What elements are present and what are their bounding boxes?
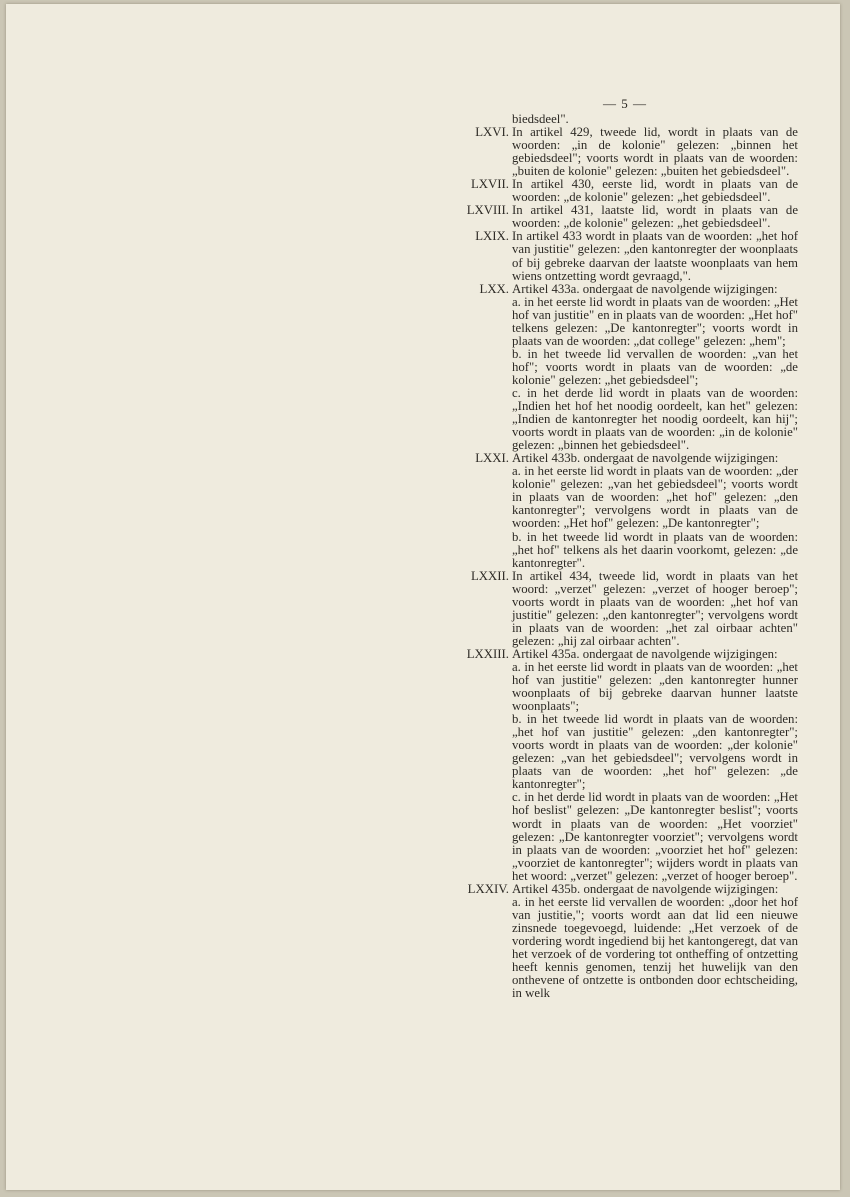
entries-container (452, 126, 798, 1000)
entry-subclause: b. in het tweede lid wordt in plaats van de woorden: „het hof" telkens als het daarin voorkomt, gelezen: „de kantonregter". (512, 529, 798, 570)
entry-subclause: a. in het eerste lid wordt in plaats van de woorden: „Het hof van justitie" en in plaats van de woorden: „Het hof" telkens gelezen: „De kantonregter"; voorts wordt in plaats van de woorden: „dat college" gelezen: „hem"; (512, 294, 798, 348)
article-entry (452, 570, 798, 648)
entry-subclause: a. in het eerste lid wordt in plaats van de woorden: „het hof van justitie" gelezen: „den kantonregter hunner woonplaats of bij gebreke daarvan hunner laatste woonplaats"; (512, 659, 798, 714)
page-number: — 5 — (603, 96, 647, 111)
article-entry (452, 230, 798, 282)
article-entry (452, 126, 798, 178)
entry-label: LXVI. (475, 125, 509, 140)
entry-label: LXVIII. (466, 203, 509, 218)
article-list (452, 113, 798, 1000)
entry-text: In artikel 429, tweede lid, wordt in plaats van de woorden: „in de kolonie" gelezen: „binnen het gebiedsdeel"; voorts wordt in plaats van de woorden: „buiten de kolonie" gelezen: „buiten het gebiedsdeel". (512, 125, 798, 179)
entry-subclause: b. in het tweede lid wordt in plaats van de woorden: „het hof van justitie" gelezen: „den kantonregter"; voorts wordt in plaats van de woorden: „der kolonie" gelezen: „van het gebiedsdeel"; vervolgens wordt in plaats van de woorden: „het hof" gelezen: „de kantonregter"; (512, 712, 798, 792)
entry-label: LXXIV. (467, 881, 509, 896)
document-page (6, 4, 840, 1190)
article-entry (452, 178, 798, 204)
entry-text: In artikel 433 wordt in plaats van de woorden: „het hof van justitie" gelezen: „den kantonregter der woonplaats of bij gebreke daarvan der laatste woonplaats van hem wiens ontzetting wordt gevraagd,". (512, 229, 798, 283)
entry-text: In artikel 431, laatste lid, wordt in plaats van de woorden: „de kolonie" gelezen: „het gebiedsdeel". (512, 203, 798, 231)
entry-text: Artikel 435b. ondergaat de navolgende wijzigingen: (512, 881, 779, 896)
entry-text: In artikel 430, eerste lid, wordt in plaats van de woorden: „de kolonie" gelezen: „het gebiedsdeel". (512, 177, 798, 205)
entry-label: LXXI. (475, 451, 509, 466)
entry-label: LXX. (479, 281, 509, 296)
article-entry (452, 283, 798, 453)
entry-label: LXVII. (470, 177, 509, 192)
article-entry (452, 452, 798, 569)
article-entry (452, 883, 798, 1000)
entry-label: LXXIII. (466, 646, 509, 661)
entry-subclause: c. in het derde lid wordt in plaats van de woorden: „Indien het hof het noodig oordeelt, kan het" gelezen: „Indien de kantonregter het noodig oordeelt, kan hij"; voorts wordt in plaats van de woorden: „in de kolonie" gelezen: „binnen het gebiedsdeel". (512, 385, 798, 453)
article-entry (452, 204, 798, 230)
continuation-text: biedsdeel". (512, 112, 569, 126)
entry-text: In artikel 434, tweede lid, wordt in plaats van het woord: „verzet" gelezen: „verzet of hooger beroep"; voorts wordt in plaats van de woorden: „het hof van justitie" gelezen: „den kantonregter"; vervolgens wordt in plaats van de woorden: „het zal oirbaar achten" gelezen: „hij zal oirbaar achten". (512, 568, 798, 648)
entry-subclause: b. in het tweede lid vervallen de woorden: „van het hof"; voorts wordt in plaats van de woorden: „de kolonie" gelezen: „het gebiedsdeel"; (512, 346, 798, 387)
entry-subclause: a. in het eerste lid wordt in plaats van de woorden: „der kolonie" gelezen: „van het gebiedsdeel"; voorts wordt in plaats van de woorden: „het hof" gelezen: „den kantonregter"; vervolgens wordt in plaats van de woorden: „Het hof" gelezen: „De kantonregter"; (512, 464, 798, 531)
entry-text: Artikel 433b. ondergaat de navolgende wijzigingen: (512, 451, 779, 466)
entry-text: Artikel 435a. ondergaat de navolgende wijzigingen: (512, 646, 778, 661)
entry-label: LXIX. (475, 229, 509, 244)
entry-label: LXXII. (470, 568, 509, 583)
entry-text: Artikel 433a. ondergaat de navolgende wijzigingen: (512, 281, 778, 296)
entry-subclause: c. in het derde lid wordt in plaats van de woorden: „Het hof beslist" gelezen: „De kantonregter beslist"; voorts wordt in plaats van de woorden: „Het voorziet" gelezen: „De kantonregter voorziet"; vervolgens wordt in plaats van de woorden: „voorziet het hof" gelezen: „voorziet de kantonregter"; wijders wordt in plaats van het woord: „verzet" gelezen: „verzet of hooger beroep". (512, 790, 798, 883)
article-entry (452, 648, 798, 883)
entry-subclause: a. in het eerste lid vervallen de woorden: „door het hof van justitie,"; voorts wordt aan dat lid een nieuwe zinsnede toegevoegd, luidende: „Het verzoek of de vordering wordt ingediend bij het kantongeregt, dat van het verzoek of de vordering tot ontheffing of ontzetting heeft kennis genomen, tenzij het huwelijk van den onthevene of ontzette is ontbonden door echtscheiding, in welk (512, 894, 798, 1001)
